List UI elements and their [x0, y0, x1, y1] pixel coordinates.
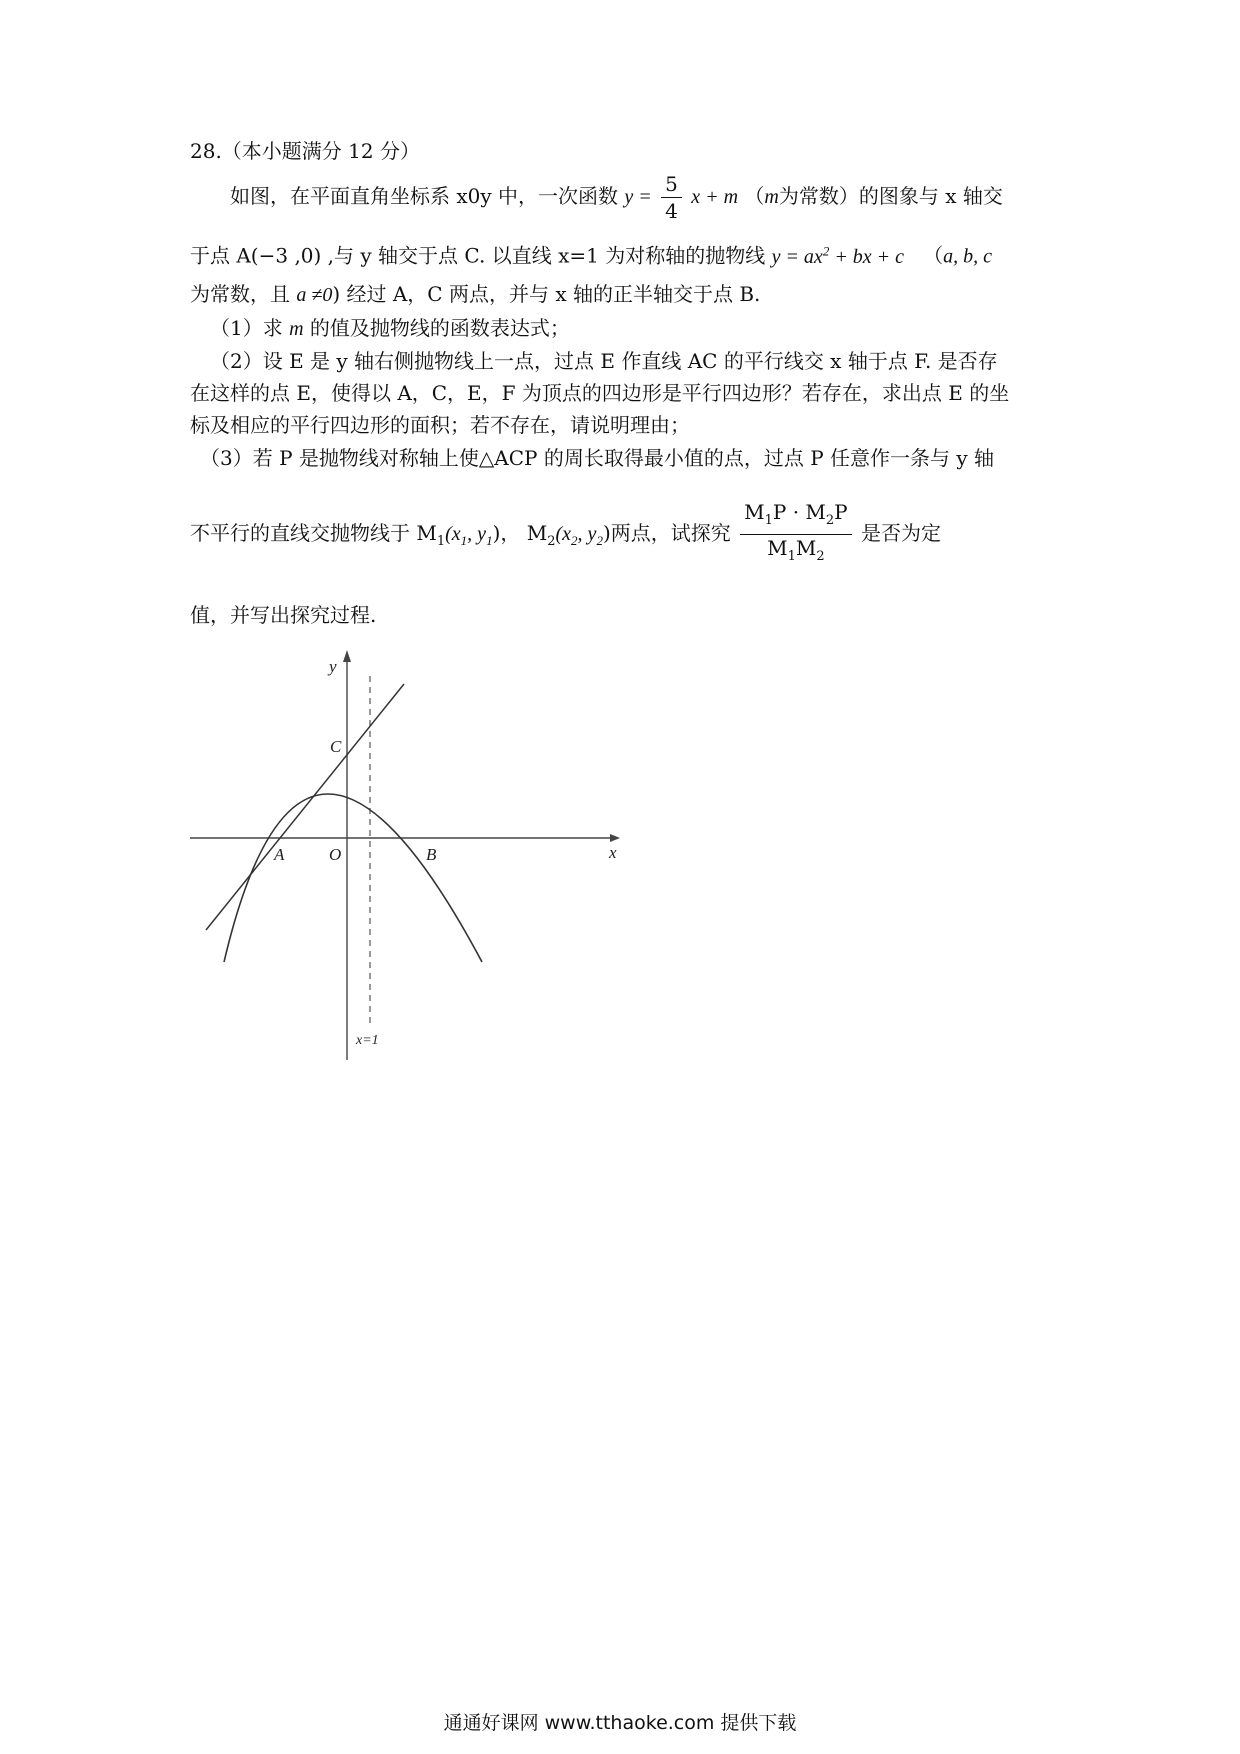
intro-line-2 [190, 236, 1060, 272]
label-x: x [609, 843, 617, 862]
m2-close: ) [602, 521, 611, 545]
question-2-line-3: 标及相应的平行四边形的面积；若不存在，请说明理由； [190, 413, 690, 437]
num-m1-sub: 1 [764, 513, 773, 528]
m1-coord-x-sub: 1 [460, 533, 468, 548]
label-o: O [329, 845, 342, 864]
q3-comma: ， [500, 521, 521, 545]
line-ac [206, 684, 404, 930]
params: a, b, c [943, 245, 993, 268]
label-b: B [426, 845, 437, 864]
parabola-eq-part1: y = ax [771, 245, 823, 268]
label-symmetry-axis: x=1 [356, 1033, 379, 1048]
parabola-eq [771, 243, 905, 268]
parabola-eq-exponent: 2 [822, 243, 830, 258]
intro-text-2: （ [744, 184, 765, 208]
m2-sub: 2 [547, 534, 556, 549]
m2-coord-y-sub: 2 [596, 533, 603, 548]
y-axis-arrow [343, 650, 351, 662]
m2-coord-y: , y [577, 523, 597, 545]
ratio-fraction [740, 499, 852, 570]
line2-text-2: （ [923, 243, 944, 268]
den-m2-sub: 2 [816, 549, 825, 564]
slope-denominator: 4 [661, 197, 682, 224]
question-3-line-3: 值，并写出探究过程. [190, 603, 377, 627]
m-variable: m [764, 186, 779, 208]
line3-text-1: 为常数，且 [190, 282, 290, 306]
m1-letter: M [416, 521, 437, 545]
q3-text-2: 两点，试探究 [610, 521, 731, 545]
eq-rhs: x + m [691, 186, 739, 208]
m1-coord-y-sub: 1 [486, 533, 493, 548]
line2-text-1: 于点 A(−3 ,0) ,与 y 轴交于点 C. 以直线 x=1 为对称轴的抛物线 [190, 243, 766, 268]
m1-sub: 1 [436, 534, 446, 549]
m1-coord-x: (x [445, 523, 461, 545]
line3-text-2: ) 经过 A，C 两点，并与 x 轴的正半轴交于点 B. [332, 282, 761, 306]
eq-lhs: y = [624, 186, 652, 208]
m2-coord-x: (x [555, 523, 572, 545]
q1-text-1: （1）求 [210, 316, 283, 340]
q3-text-3: 是否为定 [861, 521, 941, 545]
intro-text-3: 为常数）的图象与 x 轴交 [778, 184, 1003, 208]
num-p: P [834, 500, 848, 524]
parabola-figure [190, 648, 630, 1064]
m2-coord-x-sub: 2 [571, 533, 578, 548]
label-a: A [274, 845, 285, 864]
ratio-denominator [740, 534, 852, 570]
q3-text-1: 不平行的直线交抛物线于 [190, 521, 410, 545]
problem-header: 28.（本小题满分 12 分） [190, 139, 420, 163]
question-2-line-1: （2）设 E 是 y 轴右侧抛物线上一点，过点 E 作直线 AC 的平行线交 x 轴于点 F. 是否存 [210, 349, 998, 373]
ratio-numerator [740, 499, 852, 534]
den-m1-sub: 1 [787, 549, 796, 564]
question-3-line-1: （3）若 P 是抛物线对称轴上使△ACP 的周长取得最小值的点，过点 P 任意作一条与 y 轴 [200, 446, 995, 470]
slope-numerator: 5 [665, 172, 678, 196]
den-m1: M [767, 536, 788, 560]
slope-fraction [661, 171, 682, 224]
question-2-line-2: 在这样的点 E，使得以 A，C，E，F 为顶点的四边形是平行四边形？若存在，求出点 E 的坐 [190, 381, 1010, 405]
intro-text-1: 如图，在平面直角坐标系 x0y 中，一次函数 [230, 184, 619, 208]
q1-m-variable: m [289, 318, 304, 340]
intro-line [230, 168, 1060, 225]
label-c: C [330, 737, 342, 756]
den-m2: M [795, 536, 817, 560]
point-m2 [526, 521, 611, 549]
num-m2-sub: 2 [825, 513, 835, 528]
x-axis-arrow [610, 834, 620, 842]
num-p-m2: P · M [772, 500, 826, 524]
label-y: y [329, 657, 337, 676]
num-m1: M [744, 500, 765, 524]
parabola-eq-part2: + bx + c [829, 245, 905, 268]
q1-text-2: 的值及抛物线的函数表达式； [309, 316, 570, 340]
question-1 [210, 313, 1080, 344]
point-m1 [416, 521, 501, 549]
m2-letter: M [526, 521, 548, 545]
question-3-line-2 [190, 499, 1060, 575]
intro-line-3 [190, 279, 1060, 310]
m1-coord-y: , y [467, 523, 487, 545]
m1-close: ) [492, 521, 501, 545]
page-footer: 通通好课网 www.tthaoke.com 提供下载 [443, 1712, 797, 1734]
parabola-curve [224, 794, 482, 962]
condition: a ≠0 [296, 284, 333, 306]
